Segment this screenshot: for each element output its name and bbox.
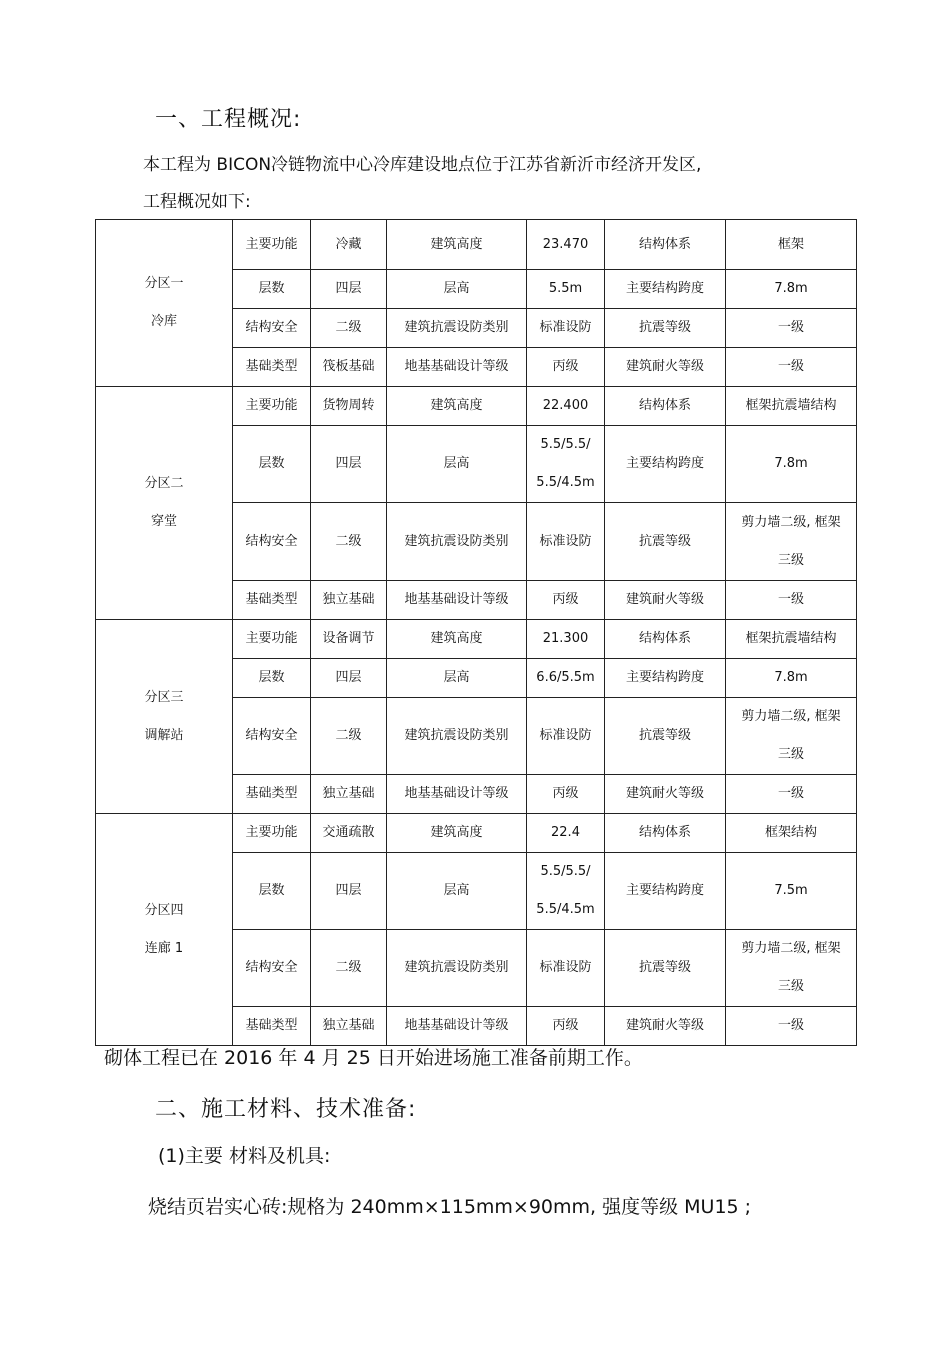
table-cell: 建筑抗震设防类别 xyxy=(387,309,527,348)
table-cell: 5.5/5.5/ 5.5/4.5m xyxy=(527,853,605,930)
table-cell: 地基基础设计等级 xyxy=(387,581,527,620)
table-cell: 建筑耐火等级 xyxy=(605,581,726,620)
table-cell: 框架抗震墙结构 xyxy=(726,620,857,659)
table-cell: 抗震等级 xyxy=(605,309,726,348)
table-cell: 主要功能 xyxy=(233,620,311,659)
table-cell: 22.4 xyxy=(527,814,605,853)
table-cell: 一级 xyxy=(726,581,857,620)
table-cell: 标准设防 xyxy=(527,930,605,1007)
zone-name: 分区二 xyxy=(144,476,184,491)
table-cell: 地基基础设计等级 xyxy=(387,348,527,387)
table-cell: 丙级 xyxy=(527,1007,605,1046)
table-cell: 7.8m xyxy=(726,659,857,698)
table-cell: 结构体系 xyxy=(605,220,726,270)
table-cell: 层高 xyxy=(387,659,527,698)
table-row xyxy=(96,814,857,853)
table-cell: 主要结构跨度 xyxy=(605,659,726,698)
table-cell: 建筑耐火等级 xyxy=(605,348,726,387)
table-cell: 层高 xyxy=(387,853,527,930)
table-cell: 筏板基础 xyxy=(311,348,387,387)
table-cell: 21.300 xyxy=(527,620,605,659)
table-cell: 主要结构跨度 xyxy=(605,426,726,503)
table-cell: 建筑抗震设防类别 xyxy=(387,930,527,1007)
table-cell: 5.5m xyxy=(527,270,605,309)
table-cell: 标准设防 xyxy=(527,503,605,581)
table-cell: 基础类型 xyxy=(233,581,311,620)
table-cell: 二级 xyxy=(311,930,387,1007)
zone-label-cell xyxy=(96,814,233,1046)
table-cell: 地基基础设计等级 xyxy=(387,1007,527,1046)
table-cell: 结构体系 xyxy=(605,814,726,853)
intro-line-1: 本工程为 BICON冷链物流中心冷库建设地点位于江苏省新沂市经济开发区, xyxy=(143,155,702,175)
table-cell: 独立基础 xyxy=(311,1007,387,1046)
table-cell: 标准设防 xyxy=(527,309,605,348)
table-cell: 独立基础 xyxy=(311,775,387,814)
table-cell: 抗震等级 xyxy=(605,698,726,775)
table-cell: 剪力墙二级, 框架 三级 xyxy=(726,503,857,581)
table-cell: 二级 xyxy=(311,309,387,348)
table-cell: 基础类型 xyxy=(233,348,311,387)
table-cell: 丙级 xyxy=(527,348,605,387)
zone-subtitle: 连廊 1 xyxy=(144,940,184,956)
table-cell: 层数 xyxy=(233,426,311,503)
table-cell: 冷藏 xyxy=(311,220,387,270)
table-cell: 一级 xyxy=(726,309,857,348)
table-row xyxy=(96,387,857,426)
table-cell: 主要功能 xyxy=(233,814,311,853)
table-cell: 四层 xyxy=(311,659,387,698)
table-cell: 交通疏散 xyxy=(311,814,387,853)
table-cell: 主要功能 xyxy=(233,220,311,270)
table-cell: 抗震等级 xyxy=(605,930,726,1007)
table-cell: 7.8m xyxy=(726,270,857,309)
table-cell: 独立基础 xyxy=(311,581,387,620)
table-cell: 主要结构跨度 xyxy=(605,853,726,930)
table-cell: 剪力墙二级, 框架 三级 xyxy=(726,930,857,1007)
table-cell: 建筑耐火等级 xyxy=(605,775,726,814)
table-cell: 一级 xyxy=(726,348,857,387)
zone-label-cell xyxy=(96,220,233,387)
table-cell: 建筑抗震设防类别 xyxy=(387,503,527,581)
table-cell: 丙级 xyxy=(527,581,605,620)
table-cell: 层高 xyxy=(387,426,527,503)
table-cell: 抗震等级 xyxy=(605,503,726,581)
table-cell: 丙级 xyxy=(527,775,605,814)
table-cell: 7.8m xyxy=(726,426,857,503)
table-cell: 7.5m xyxy=(726,853,857,930)
table-cell: 23.470 xyxy=(527,220,605,270)
table-cell: 建筑高度 xyxy=(387,620,527,659)
table-row xyxy=(96,620,857,659)
table-cell: 一级 xyxy=(726,1007,857,1046)
table-cell: 5.5/5.5/ 5.5/4.5m xyxy=(527,426,605,503)
table-cell: 建筑高度 xyxy=(387,814,527,853)
zone-name: 分区四 xyxy=(144,902,184,918)
table-cell: 建筑高度 xyxy=(387,387,527,426)
table-cell: 货物周转 xyxy=(311,387,387,426)
zone-label-cell xyxy=(96,620,233,814)
table-cell: 框架 xyxy=(726,220,857,270)
table-cell: 建筑耐火等级 xyxy=(605,1007,726,1046)
zone-label-cell xyxy=(96,387,233,620)
table-cell: 框架抗震墙结构 xyxy=(726,387,857,426)
table-cell: 结构体系 xyxy=(605,387,726,426)
table-cell: 主要结构跨度 xyxy=(605,270,726,309)
after-table-text: 砌体工程已在 2016 年 4 月 25 日开始进场施工准备前期工作。 xyxy=(104,1047,643,1069)
zone-subtitle: 调解站 xyxy=(144,727,184,743)
section-2-subheading: (1)主要 材料及机具: xyxy=(158,1145,331,1167)
project-overview-table xyxy=(95,219,857,1046)
table-cell: 层数 xyxy=(233,853,311,930)
table-cell: 地基基础设计等级 xyxy=(387,775,527,814)
zone-name: 分区三 xyxy=(144,689,184,705)
table-cell: 四层 xyxy=(311,853,387,930)
table-cell: 结构安全 xyxy=(233,309,311,348)
table-cell: 层数 xyxy=(233,270,311,309)
brick-spec-text: 烧结页岩实心砖:规格为 240mm×115mm×90mm, 强度等级 MU15 ; xyxy=(148,1196,752,1218)
section-1-heading: 一、工程概况: xyxy=(155,107,302,132)
table-cell: 6.6/5.5m xyxy=(527,659,605,698)
table-cell: 设备调节 xyxy=(311,620,387,659)
table-cell: 框架结构 xyxy=(726,814,857,853)
table-cell: 结构安全 xyxy=(233,698,311,775)
zone-name: 分区一 xyxy=(144,276,184,291)
section-2-heading: 二、施工材料、技术准备: xyxy=(155,1097,417,1122)
intro-line-2: 工程概况如下: xyxy=(143,192,251,212)
table-cell: 二级 xyxy=(311,503,387,581)
table-cell: 层高 xyxy=(387,270,527,309)
table-cell: 四层 xyxy=(311,270,387,309)
table-cell: 剪力墙二级, 框架 三级 xyxy=(726,698,857,775)
table-cell: 22.400 xyxy=(527,387,605,426)
table-cell: 层数 xyxy=(233,659,311,698)
table-cell: 结构安全 xyxy=(233,503,311,581)
table-cell: 建筑抗震设防类别 xyxy=(387,698,527,775)
table-cell: 基础类型 xyxy=(233,775,311,814)
table-cell: 四层 xyxy=(311,426,387,503)
table-cell: 一级 xyxy=(726,775,857,814)
table-cell: 二级 xyxy=(311,698,387,775)
table-cell: 结构安全 xyxy=(233,930,311,1007)
zone-subtitle: 穿堂 xyxy=(150,514,177,529)
table-row xyxy=(96,220,857,270)
zone-subtitle: 冷库 xyxy=(150,314,177,329)
table-cell: 主要功能 xyxy=(233,387,311,426)
table-cell: 建筑高度 xyxy=(387,220,527,270)
table-cell: 基础类型 xyxy=(233,1007,311,1046)
table-cell: 结构体系 xyxy=(605,620,726,659)
table-cell: 标准设防 xyxy=(527,698,605,775)
